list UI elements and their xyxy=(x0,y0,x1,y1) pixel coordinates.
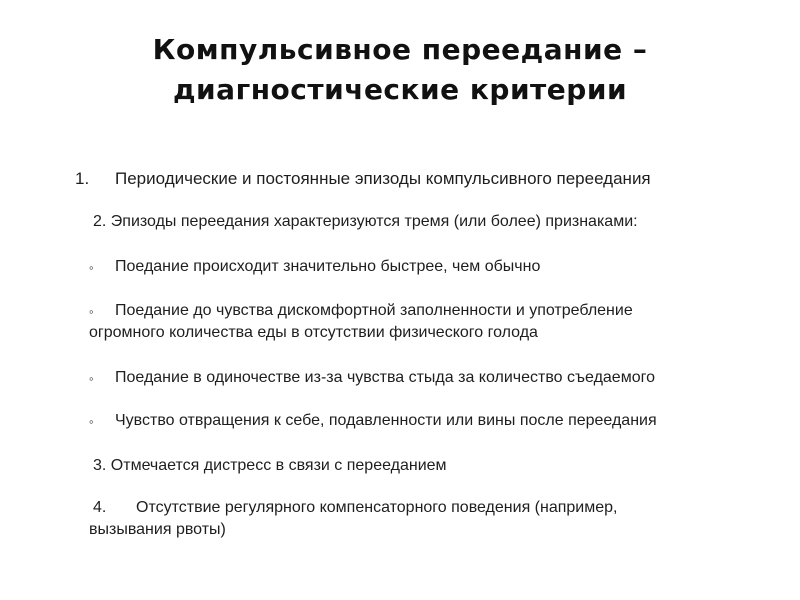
sign-3-text: Поедание в одиночестве из-за чувства стыда за количество съедаемого xyxy=(115,369,655,386)
bullet-icon: ◦ xyxy=(89,414,94,429)
slide-title-line-2: диагностические критерии xyxy=(172,73,628,106)
criterion-1-number: 1. xyxy=(75,169,90,188)
criterion-2-text: 2. Эпизоды переедания характеризуются тремя (или более) признаками: xyxy=(93,213,638,230)
criterion-4-text-line-2: вызывания рвоты) xyxy=(89,521,226,538)
criterion-4-text-line-1: Отсутствие регулярного компенсаторного поведения (например, xyxy=(136,499,618,516)
sign-2-text-line-2: огромного количества еды в отсутствии физического голода xyxy=(89,324,538,341)
bullet-icon: ◦ xyxy=(89,304,94,319)
criterion-1-text: Периодические и постоянные эпизоды компульсивного переедания xyxy=(115,169,651,188)
bullet-icon: ◦ xyxy=(89,371,94,386)
sign-2-text-line-1: Поедание до чувства дискомфортной заполненности и употребление xyxy=(115,302,633,319)
criterion-3-text: 3. Отмечается дистресс в связи с перееданием xyxy=(93,457,447,474)
criterion-4-number: 4. xyxy=(93,499,107,516)
sign-1-text: Поедание происходит значительно быстрее, чем обычно xyxy=(115,258,541,275)
bullet-icon: ◦ xyxy=(89,260,94,275)
slide-title-line-1: Компульсивное переедание – xyxy=(152,33,648,66)
sign-4-text: Чувство отвращения к себе, подавленности или вины после переедания xyxy=(115,412,657,429)
